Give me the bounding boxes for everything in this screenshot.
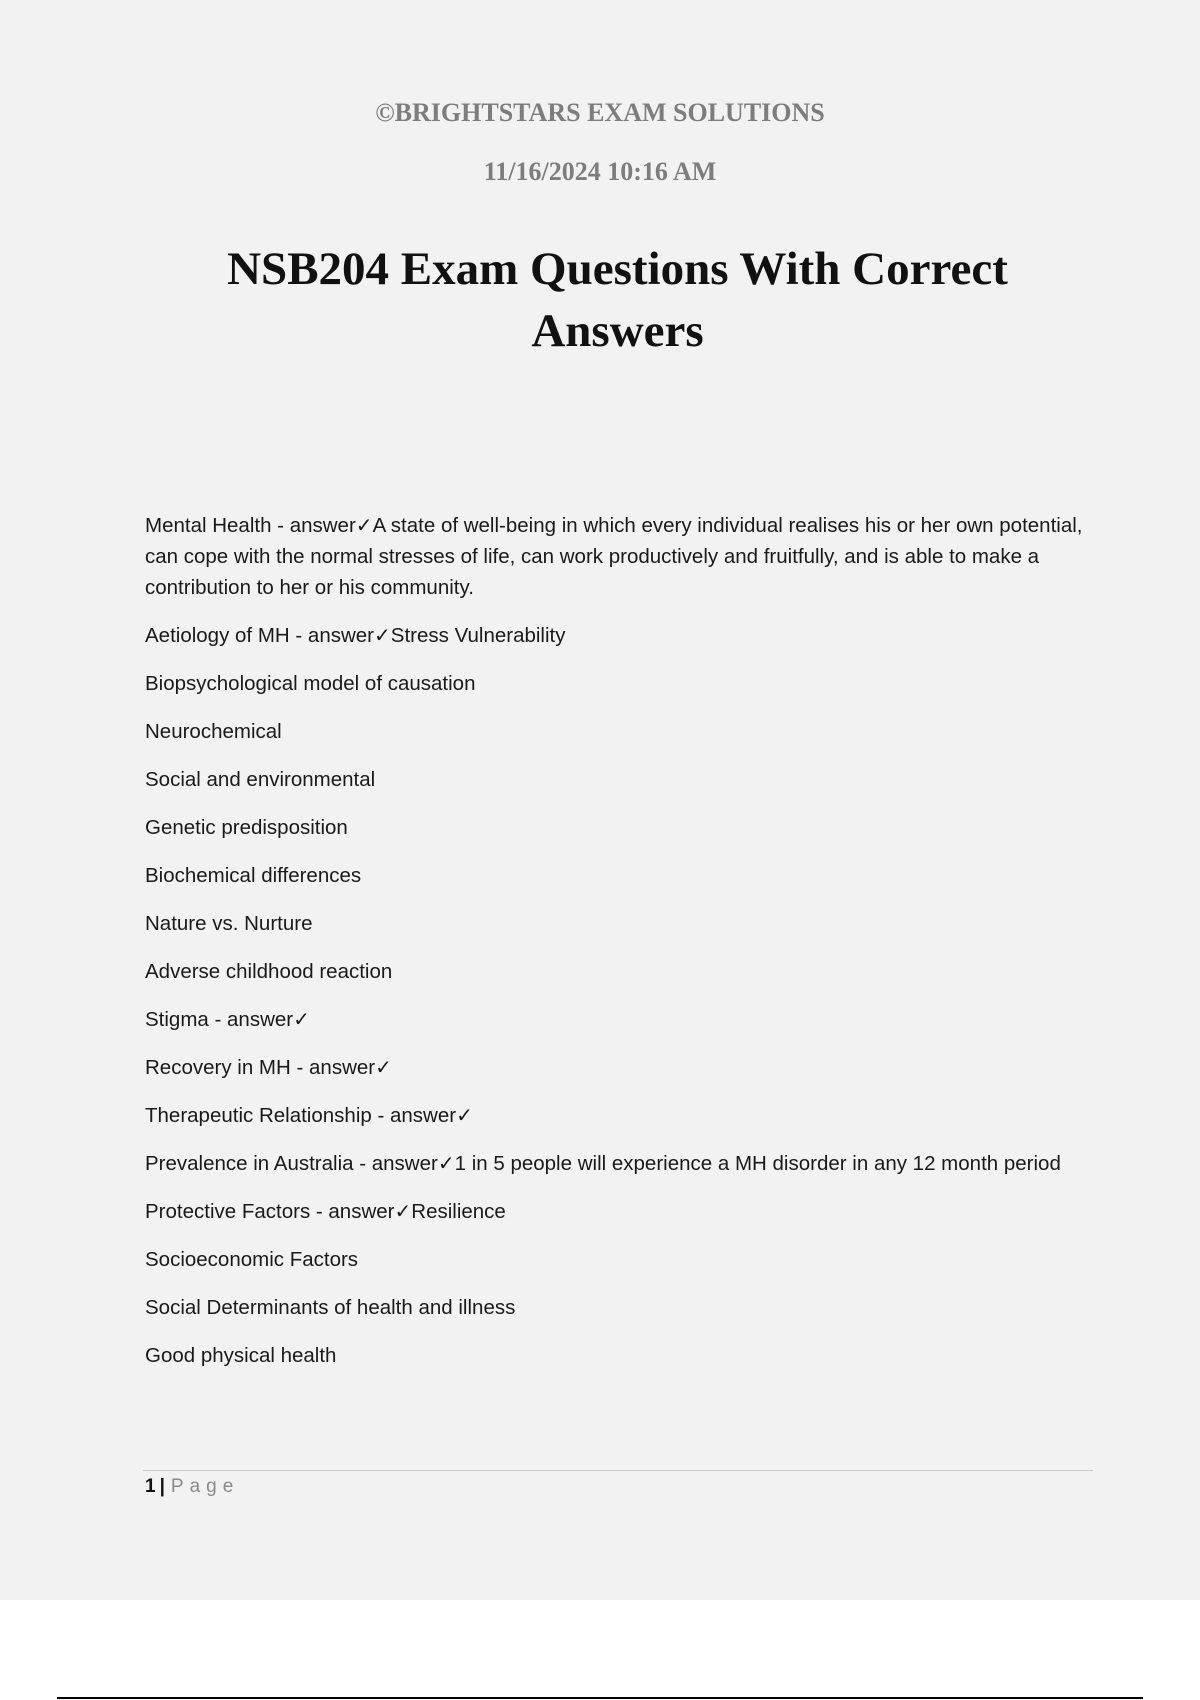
checkmark-icon: ✓ <box>374 623 391 647</box>
qa-entry <box>145 764 1095 795</box>
page-footer <box>145 1475 239 1499</box>
qa-entry <box>145 908 1095 939</box>
checkmark-icon: ✓ <box>394 1199 412 1223</box>
checkmark-icon: ✓ <box>456 1103 473 1127</box>
footer-divider <box>143 1470 1093 1471</box>
entry-answer: 1 in 5 people will experience a MH disorder in any 12 month period <box>454 1152 1061 1175</box>
qa-entry <box>145 716 1095 747</box>
entry-term: Neurochemical <box>145 720 282 743</box>
footer-separator: | <box>159 1476 165 1497</box>
entry-term: Adverse childhood reaction <box>145 960 393 983</box>
qa-entry <box>145 510 1095 603</box>
document-title: NSB204 Exam Questions With Correct Answers <box>227 243 1008 357</box>
copyright-header: ©BRIGHTSTARS EXAM SOLUTIONS <box>375 98 825 127</box>
page-label: Page <box>170 1476 240 1497</box>
qa-entry <box>145 620 1095 651</box>
entry-term: Good physical health <box>145 1344 337 1367</box>
entry-term: Nature vs. Nurture <box>145 912 313 935</box>
qa-entry <box>145 668 1095 699</box>
qa-entry <box>145 812 1095 843</box>
entry-answer: Stress Vulnerability <box>390 624 566 647</box>
entry-term: Socioeconomic Factors <box>145 1248 359 1271</box>
datetime-header: 11/16/2024 10:16 AM <box>483 157 717 186</box>
entry-term: Stigma - answer <box>145 1008 294 1031</box>
qa-entry <box>145 1052 1095 1083</box>
entry-term: Aetiology of MH - answer <box>145 624 375 647</box>
entry-term: Social Determinants of health and illness <box>145 1296 516 1319</box>
qa-entry <box>145 956 1095 987</box>
qa-entry <box>145 1292 1095 1323</box>
qa-entry <box>145 1100 1095 1131</box>
entry-term: Biochemical differences <box>145 864 362 887</box>
qa-entry <box>145 1196 1095 1227</box>
entry-answer: Resilience <box>411 1200 506 1223</box>
entry-term: Therapeutic Relationship - answer <box>145 1104 457 1127</box>
checkmark-icon: ✓ <box>355 513 373 537</box>
page-number: 1 <box>145 1476 156 1497</box>
entry-term: Protective Factors - answer <box>145 1200 395 1223</box>
entry-term: Social and environmental <box>145 768 376 791</box>
qa-entry <box>145 1148 1095 1179</box>
qa-entry <box>145 1244 1095 1275</box>
entry-term: Prevalence in Australia - answer <box>145 1152 438 1175</box>
qa-entry <box>145 1004 1095 1035</box>
entry-term: Recovery in MH - answer <box>145 1056 376 1079</box>
next-page-rule <box>57 1697 1143 1699</box>
qa-entry <box>145 1340 1095 1371</box>
qa-entry <box>145 860 1095 891</box>
entry-term: Biopsychological model of causation <box>145 672 476 695</box>
entry-answer: A state of well-being in which every individual realises his or her own potential, can cope with the normal stresses of life, can work productively and fruitfully, and is able to make a contribution to her or his community. <box>145 514 1083 599</box>
checkmark-icon: ✓ <box>293 1007 310 1031</box>
qa-list <box>145 510 1095 1388</box>
entry-term: Genetic predisposition <box>145 816 348 839</box>
entry-term: Mental Health - answer <box>145 514 356 537</box>
checkmark-icon: ✓ <box>437 1151 455 1175</box>
checkmark-icon: ✓ <box>375 1055 392 1079</box>
